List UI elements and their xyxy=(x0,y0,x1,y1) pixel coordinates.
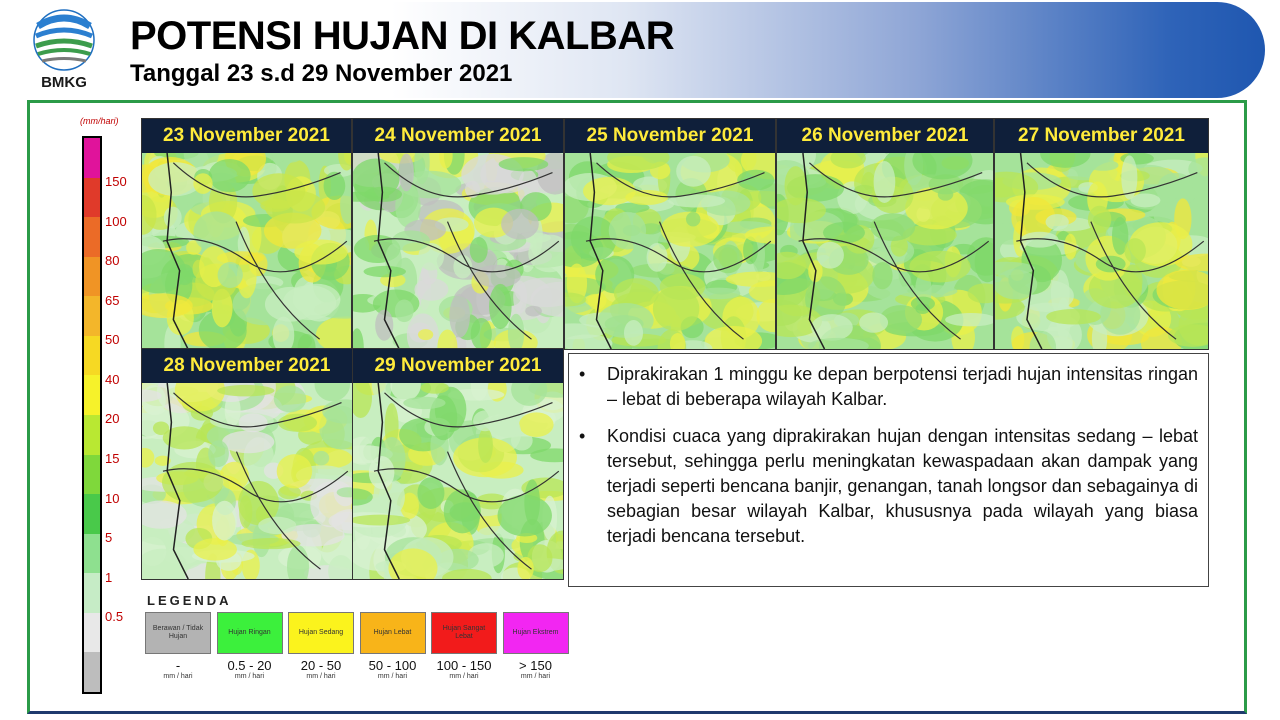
info-bullet: • Kondisi cuaca yang diprakirakan hujan dengan intensitas sedang – lebat tersebut, sehingga perlu meningkatan kewaspadaan akan dampak yang terjadi seperti bencana banjir, genangan, tanah longsor dan sebagainya di sebagian besar wilayah Kalbar, khususnya pada wilayah yang biasa terjadi bencana tersebut. xyxy=(579,426,1198,546)
colorbar-tick-label: 65 xyxy=(105,292,120,308)
colorbar-segment xyxy=(84,415,100,455)
rainfall-map xyxy=(353,383,563,579)
map-date-title: 23 November 2021 xyxy=(142,119,351,153)
info-bullet: • Diprakirakan 1 minggu ke depan berpotensi terjadi hujan intensitas ringan – lebat di beberapa wilayah Kalbar. xyxy=(579,364,1198,409)
colorbar-tick-label: 100 xyxy=(105,213,127,229)
legend-item xyxy=(360,612,426,680)
colorbar xyxy=(82,136,102,694)
legend-item xyxy=(217,612,283,680)
colorbar-tick-label: 0.5 xyxy=(105,609,124,625)
legend-item xyxy=(503,612,569,680)
colorbar-segment xyxy=(84,455,100,495)
bullet-dot-icon: • xyxy=(579,426,586,446)
colorbar-segment xyxy=(84,217,100,257)
legend-range: 100 - 150 xyxy=(436,658,492,673)
colorbar-tick-label: 5 xyxy=(105,530,113,546)
legend-unit: mm / hari xyxy=(163,673,193,680)
map-day-2 xyxy=(352,118,564,350)
map-day-6 xyxy=(141,348,353,580)
map-day-1 xyxy=(141,118,352,350)
rainfall-map-graphic xyxy=(777,153,993,349)
map-day-5 xyxy=(994,118,1209,350)
colorbar-tick-label: 15 xyxy=(105,451,120,466)
legend-swatch: Berawan / Tidak Hujan xyxy=(145,612,211,654)
colorbar-tick-label: 1 xyxy=(105,569,113,585)
rainfall-map-graphic xyxy=(353,383,563,579)
rainfall-map xyxy=(353,153,563,349)
bmkg-logo xyxy=(28,6,100,94)
colorbar-tick-label: 20 xyxy=(105,411,120,427)
legend-range: 50 - 100 xyxy=(368,658,417,673)
legend-unit: mm / hari xyxy=(306,673,336,680)
legend-range: > 150 xyxy=(519,658,552,673)
colorbar-segment xyxy=(84,296,100,336)
legend-unit: mm / hari xyxy=(520,673,551,680)
map-date-title: 28 November 2021 xyxy=(142,349,352,383)
info-box xyxy=(568,353,1209,587)
map-day-4 xyxy=(776,118,994,350)
colorbar-tick-label: 50 xyxy=(105,332,120,348)
colorbar-unit: (mm/hari) xyxy=(80,116,119,126)
colorbar-segment xyxy=(84,573,100,613)
colorbar-segment xyxy=(84,494,100,534)
legend-unit: mm / hari xyxy=(234,673,265,680)
rainfall-map-graphic xyxy=(995,153,1208,349)
map-date-title: 24 November 2021 xyxy=(353,119,563,153)
legend-title: LEGENDA xyxy=(147,593,232,608)
colorbar-tick-label: 40 xyxy=(105,371,120,387)
legend-swatch: Hujan Sangat Lebat xyxy=(431,612,497,654)
colorbar-segment xyxy=(84,652,100,692)
legend-swatch: Hujan Ekstrem xyxy=(503,612,569,654)
colorbar-segment xyxy=(84,336,100,376)
rainfall-map-graphic xyxy=(565,153,775,349)
colorbar-segment xyxy=(84,138,100,178)
legend-item xyxy=(288,612,354,680)
legend-item xyxy=(145,612,211,680)
map-date-title: 27 November 2021 xyxy=(995,119,1208,153)
legend-swatch: Hujan Sedang xyxy=(288,612,354,654)
map-date-title: 26 November 2021 xyxy=(777,119,993,153)
colorbar-segment xyxy=(84,257,100,297)
map-date-title: 29 November 2021 xyxy=(353,349,563,383)
legend xyxy=(137,588,567,688)
colorbar-tick-label: 80 xyxy=(105,253,120,269)
map-day-7 xyxy=(352,348,564,580)
legend-range: 20 - 50 xyxy=(300,658,342,673)
legend-unit: mm / hari xyxy=(449,673,479,680)
rainfall-map xyxy=(777,153,993,349)
rainfall-map xyxy=(565,153,775,349)
rainfall-map-graphic xyxy=(142,383,352,579)
colorbar-segment xyxy=(84,375,100,415)
colorbar-segment xyxy=(84,534,100,574)
bullet-dot-icon: • xyxy=(579,364,586,384)
legend-unit: mm / hari xyxy=(377,673,408,680)
logo-text: BMKG xyxy=(41,74,87,91)
legend-item xyxy=(431,612,497,680)
colorbar-tick-label: 150 xyxy=(105,174,127,189)
colorbar-segment xyxy=(84,178,100,218)
legend-range: - xyxy=(175,658,181,673)
colorbar-segment xyxy=(84,613,100,653)
rainfall-map xyxy=(995,153,1208,349)
page-subtitle: Tanggal 23 s.d 29 November 2021 xyxy=(130,60,513,87)
bmkg-logo-icon xyxy=(28,6,100,72)
legend-range: 0.5 - 20 xyxy=(227,658,272,673)
rainfall-map xyxy=(142,153,351,349)
rainfall-map-graphic xyxy=(353,153,563,349)
legend-swatch: Hujan Lebat xyxy=(360,612,426,654)
map-date-title: 25 November 2021 xyxy=(565,119,775,153)
rainfall-map-graphic xyxy=(142,153,351,349)
map-day-3 xyxy=(564,118,776,350)
page-title: POTENSI HUJAN DI KALBAR xyxy=(130,14,675,58)
colorbar-tick-label: 10 xyxy=(105,490,120,506)
rainfall-map xyxy=(142,383,352,579)
legend-swatch: Hujan Ringan xyxy=(217,612,283,654)
